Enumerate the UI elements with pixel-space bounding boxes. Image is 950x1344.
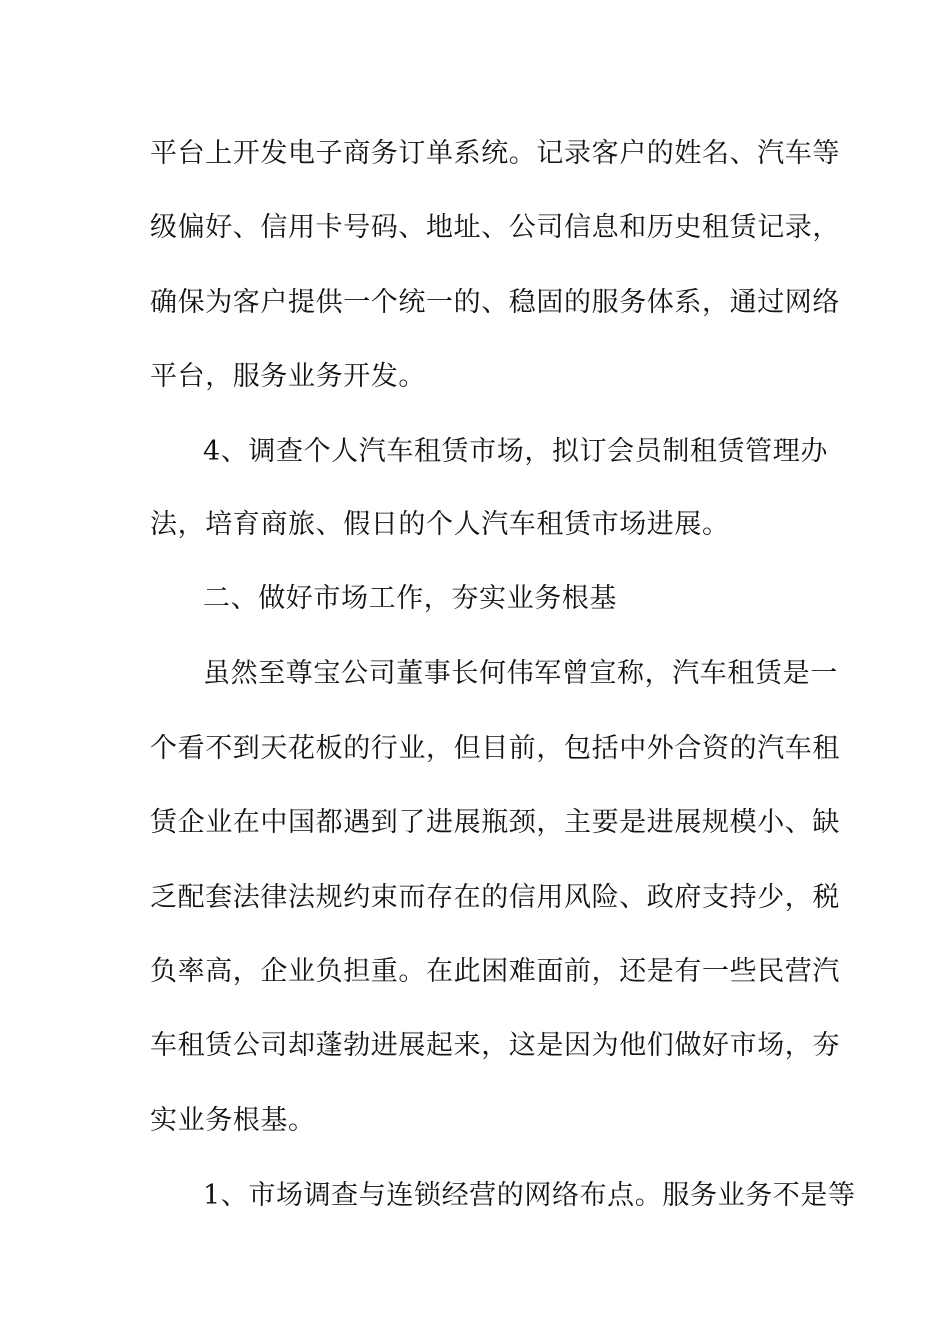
paragraph-line: 个看不到天花板的行业，但目前，包括中外合资的汽车租 bbox=[150, 733, 840, 764]
paragraph-line: 乏配套法律法规约束而存在的信用风险、政府支持少，税 bbox=[150, 882, 840, 913]
paragraph-line: 级偏好、信用卡号码、地址、公司信息和历史租赁记录， bbox=[150, 212, 840, 243]
paragraph-line: 虽然至尊宝公司董事长何伟军曾宣称，汽车租赁是一 bbox=[203, 658, 838, 689]
paragraph-line: 平台，服务业务开发。 bbox=[150, 361, 426, 392]
paragraph-line: 负率高，企业负担重。在此困难面前，还是有一些民营汽 bbox=[150, 956, 840, 987]
list-item-line: 1、市场调查与连锁经营的网络布点。服务业务不是等 bbox=[203, 1180, 856, 1211]
paragraph-line: 确保为客户提供一个统一的、稳固的服务体系，通过网络 bbox=[150, 287, 840, 318]
list-item-line: 4、调查个人汽车租赁市场，拟订会员制租赁管理办 bbox=[203, 436, 828, 467]
paragraph-line: 平台上开发电子商务订单系统。记录客户的姓名、汽车等 bbox=[150, 138, 840, 169]
list-item-line: 法，培育商旅、假日的个人汽车租赁市场进展。 bbox=[150, 509, 730, 540]
paragraph-line: 车租赁公司却蓬勃进展起来，这是因为他们做好市场，夯 bbox=[150, 1030, 840, 1061]
paragraph-line: 赁企业在中国都遇到了进展瓶颈，主要是进展规模小、缺 bbox=[150, 807, 840, 838]
section-heading: 二、做好市场工作，夯实业务根基 bbox=[203, 583, 617, 614]
paragraph-line: 实业务根基。 bbox=[150, 1105, 316, 1136]
